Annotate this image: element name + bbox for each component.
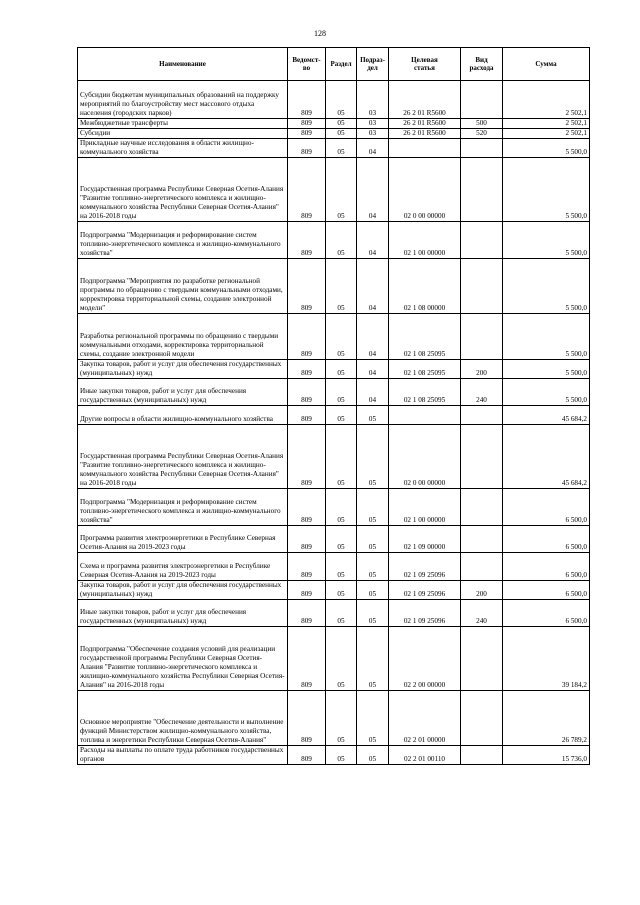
cell-exptype xyxy=(461,81,503,119)
cell-sum: 6 500,0 xyxy=(503,526,590,553)
cell-section: 05 xyxy=(326,425,357,489)
cell-subsection: 05 xyxy=(357,553,389,581)
cell-subsection: 05 xyxy=(357,746,389,765)
cell-sum: 15 736,0 xyxy=(503,746,590,765)
cell-section: 05 xyxy=(326,139,357,158)
cell-dept: 809 xyxy=(288,581,326,600)
cell-sum: 5 500,0 xyxy=(503,379,590,406)
cell-sum: 45 684,2 xyxy=(503,406,590,425)
cell-name: Основное мероприятие "Обеспечение деятельности и выполнение функций Министерством жилищно-коммунального хозяйства, топлива и энергетики Республики Северная Осетия-Алания" xyxy=(78,691,288,746)
cell-dept: 809 xyxy=(288,406,326,425)
cell-section: 05 xyxy=(326,746,357,765)
cell-exptype xyxy=(461,627,503,691)
cell-section: 05 xyxy=(326,119,357,129)
cell-exptype xyxy=(461,158,503,222)
cell-exptype xyxy=(461,314,503,360)
cell-dept: 809 xyxy=(288,691,326,746)
cell-name: Подпрограмма "Мероприятия по разработке региональной программы по обращению с твердыми коммунальными отходами, корректировка территориальной схемы, создание электронной модели" xyxy=(78,259,288,314)
budget-table xyxy=(77,47,590,765)
cell-dept: 809 xyxy=(288,222,326,259)
cell-dept: 809 xyxy=(288,129,326,139)
cell-subsection: 05 xyxy=(357,691,389,746)
cell-exptype: 200 xyxy=(461,360,503,379)
cell-section: 05 xyxy=(326,81,357,119)
cell-dept: 809 xyxy=(288,259,326,314)
table-row xyxy=(78,553,590,581)
cell-section: 05 xyxy=(326,259,357,314)
cell-exptype xyxy=(461,406,503,425)
table-row xyxy=(78,259,590,314)
cell-exptype xyxy=(461,489,503,526)
cell-target: 02 2 01 00000 xyxy=(389,691,461,746)
cell-name: Расходы на выплаты по оплате труда работников государственных органов xyxy=(78,746,288,765)
cell-target: 02 1 09 00000 xyxy=(389,526,461,553)
cell-exptype xyxy=(461,425,503,489)
cell-subsection: 05 xyxy=(357,425,389,489)
table-row xyxy=(78,314,590,360)
cell-section: 05 xyxy=(326,627,357,691)
cell-dept: 809 xyxy=(288,81,326,119)
cell-dept: 809 xyxy=(288,425,326,489)
cell-target: 02 1 00 00000 xyxy=(389,489,461,526)
cell-section: 05 xyxy=(326,314,357,360)
cell-target xyxy=(389,406,461,425)
cell-subsection: 03 xyxy=(357,129,389,139)
cell-name: Межбюджетные трансферты xyxy=(78,119,288,129)
cell-section: 05 xyxy=(326,600,357,627)
cell-section: 05 xyxy=(326,489,357,526)
cell-target: 02 1 08 25095 xyxy=(389,379,461,406)
cell-section: 05 xyxy=(326,581,357,600)
cell-target: 26 2 01 R5600 xyxy=(389,81,461,119)
cell-sum: 5 500,0 xyxy=(503,259,590,314)
cell-sum: 6 500,0 xyxy=(503,489,590,526)
cell-subsection: 05 xyxy=(357,627,389,691)
cell-target: 02 1 09 25096 xyxy=(389,553,461,581)
cell-sum: 2 502,1 xyxy=(503,81,590,119)
cell-subsection: 03 xyxy=(357,119,389,129)
table-row xyxy=(78,129,590,139)
header-target: Целевая статья xyxy=(389,48,461,81)
table-row xyxy=(78,406,590,425)
cell-sum: 6 500,0 xyxy=(503,581,590,600)
table-row xyxy=(78,526,590,553)
cell-target xyxy=(389,139,461,158)
header-dept: Ведомст- во xyxy=(288,48,326,81)
cell-target: 02 1 00 00000 xyxy=(389,222,461,259)
cell-target: 02 0 00 00000 xyxy=(389,425,461,489)
cell-dept: 809 xyxy=(288,746,326,765)
cell-sum: 5 500,0 xyxy=(503,139,590,158)
header-exptype: Вид расхода xyxy=(461,48,503,81)
cell-dept: 809 xyxy=(288,158,326,222)
cell-subsection: 04 xyxy=(357,360,389,379)
table-body xyxy=(78,81,590,765)
cell-dept: 809 xyxy=(288,139,326,158)
cell-name: Иные закупки товаров, работ и услуг для обеспечения государственных (муниципальных) нужд xyxy=(78,379,288,406)
cell-exptype: 240 xyxy=(461,379,503,406)
cell-section: 05 xyxy=(326,379,357,406)
cell-dept: 809 xyxy=(288,526,326,553)
cell-section: 05 xyxy=(326,691,357,746)
cell-name: Иные закупки товаров, работ и услуг для обеспечения государственных (муниципальных) нужд xyxy=(78,600,288,627)
header-subsection: Подраз- дел xyxy=(357,48,389,81)
cell-name: Схема и программа развития электроэнергетики в Республике Северная Осетия-Алания на 2019-2023 годы xyxy=(78,553,288,581)
cell-dept: 809 xyxy=(288,314,326,360)
cell-exptype xyxy=(461,553,503,581)
header-sum: Сумма xyxy=(503,48,590,81)
cell-subsection: 05 xyxy=(357,489,389,526)
cell-section: 05 xyxy=(326,360,357,379)
cell-subsection: 03 xyxy=(357,81,389,119)
table-row xyxy=(78,360,590,379)
cell-sum: 6 500,0 xyxy=(503,600,590,627)
cell-target: 02 1 09 25096 xyxy=(389,600,461,627)
cell-dept: 809 xyxy=(288,489,326,526)
cell-name: Разработка региональной программы по обращению с твердыми коммунальными отходами, корректировка территориальной схемы, создание электронной модели xyxy=(78,314,288,360)
cell-name: Прикладные научные исследования в области жилищно-коммунального хозяйства xyxy=(78,139,288,158)
cell-subsection: 04 xyxy=(357,314,389,360)
table-row xyxy=(78,746,590,765)
table-row xyxy=(78,379,590,406)
cell-subsection: 05 xyxy=(357,581,389,600)
cell-subsection: 04 xyxy=(357,222,389,259)
cell-name: Подпрограмма "Модернизация и реформирование систем топливно-энергетического комплекса и жилищно-коммунального хозяйства" xyxy=(78,489,288,526)
cell-exptype xyxy=(461,139,503,158)
cell-subsection: 05 xyxy=(357,526,389,553)
table-row xyxy=(78,81,590,119)
header-section: Раздел xyxy=(326,48,357,81)
cell-sum: 5 500,0 xyxy=(503,158,590,222)
table-row xyxy=(78,489,590,526)
cell-sum: 26 789,2 xyxy=(503,691,590,746)
header-name: Наименование xyxy=(78,48,288,81)
cell-exptype: 200 xyxy=(461,581,503,600)
cell-name: Закупка товаров, работ и услуг для обеспечения государственных (муниципальных) нужд xyxy=(78,360,288,379)
table-row xyxy=(78,581,590,600)
cell-exptype xyxy=(461,691,503,746)
table-header-row xyxy=(78,48,590,81)
cell-dept: 809 xyxy=(288,553,326,581)
cell-section: 05 xyxy=(326,129,357,139)
cell-subsection: 05 xyxy=(357,600,389,627)
cell-exptype: 240 xyxy=(461,600,503,627)
cell-subsection: 04 xyxy=(357,158,389,222)
cell-name: Субсидии бюджетам муниципальных образований на поддержку мероприятий по благоустройству мест массового отдыха населения (городских парков) xyxy=(78,81,288,119)
cell-target: 26 2 01 R5600 xyxy=(389,129,461,139)
cell-name: Подпрограмма "Модернизация и реформирование систем топливно-энергетического комплекса и жилищно-коммунального хозяйства" xyxy=(78,222,288,259)
cell-dept: 809 xyxy=(288,379,326,406)
cell-sum: 5 500,0 xyxy=(503,314,590,360)
cell-target: 02 2 01 00110 xyxy=(389,746,461,765)
table-row xyxy=(78,222,590,259)
cell-dept: 809 xyxy=(288,360,326,379)
cell-subsection: 05 xyxy=(357,406,389,425)
cell-target: 02 1 09 25096 xyxy=(389,581,461,600)
cell-section: 05 xyxy=(326,553,357,581)
cell-name: Государственная программа Республики Северная Осетия-Алания "Развитие топливно-энергетического комплекса и жилищно-коммунального хозяйства Республики Северная Осетия-Алания" на 2016-2018 годы xyxy=(78,425,288,489)
table-row xyxy=(78,158,590,222)
cell-name: Субсидии xyxy=(78,129,288,139)
cell-exptype xyxy=(461,259,503,314)
cell-sum: 6 500,0 xyxy=(503,553,590,581)
cell-target: 02 1 08 25095 xyxy=(389,314,461,360)
cell-target: 02 2 00 00000 xyxy=(389,627,461,691)
cell-subsection: 04 xyxy=(357,259,389,314)
cell-exptype: 520 xyxy=(461,129,503,139)
cell-name: Другие вопросы в области жилищно-коммунального хозяйства xyxy=(78,406,288,425)
page-number: 128 xyxy=(314,29,326,38)
table-row xyxy=(78,600,590,627)
cell-section: 05 xyxy=(326,406,357,425)
cell-target: 02 1 08 25095 xyxy=(389,360,461,379)
cell-exptype xyxy=(461,222,503,259)
cell-subsection: 04 xyxy=(357,139,389,158)
cell-dept: 809 xyxy=(288,627,326,691)
cell-section: 05 xyxy=(326,526,357,553)
cell-exptype xyxy=(461,746,503,765)
cell-name: Государственная программа Республики Северная Осетия-Алания "Развитие топливно-энергетического комплекса и жилищно-коммунального хозяйства Республики Северная Осетия-Алания" на 2016-2018 годы xyxy=(78,158,288,222)
table-row xyxy=(78,119,590,129)
cell-dept: 809 xyxy=(288,600,326,627)
cell-target: 02 1 08 00000 xyxy=(389,259,461,314)
table-row xyxy=(78,627,590,691)
cell-section: 05 xyxy=(326,158,357,222)
table-row xyxy=(78,139,590,158)
table-row xyxy=(78,425,590,489)
cell-sum: 39 184,2 xyxy=(503,627,590,691)
cell-name: Программа развития электроэнергетики в Республике Северная Осетия-Алания на 2019-2023 годы xyxy=(78,526,288,553)
cell-target: 26 2 01 R5600 xyxy=(389,119,461,129)
table-row xyxy=(78,691,590,746)
cell-dept: 809 xyxy=(288,119,326,129)
cell-name: Подпрограмма "Обеспечение создания условий для реализации государственной программы Республики Северная Осетия-Алания "Развитие топливно-энергетического комплекса и жилищно-коммунального хозяйства Республики Северная Осетия-Алания" на 2016-2018 годы xyxy=(78,627,288,691)
cell-name: Закупка товаров, работ и услуг для обеспечения государственных (муниципальных) нужд xyxy=(78,581,288,600)
cell-section: 05 xyxy=(326,222,357,259)
cell-sum: 2 502,1 xyxy=(503,129,590,139)
cell-exptype: 500 xyxy=(461,119,503,129)
cell-sum: 5 500,0 xyxy=(503,222,590,259)
cell-sum: 5 500,0 xyxy=(503,360,590,379)
cell-sum: 2 502,1 xyxy=(503,119,590,129)
cell-target: 02 0 00 00000 xyxy=(389,158,461,222)
cell-sum: 45 684,2 xyxy=(503,425,590,489)
cell-subsection: 04 xyxy=(357,379,389,406)
cell-exptype xyxy=(461,526,503,553)
